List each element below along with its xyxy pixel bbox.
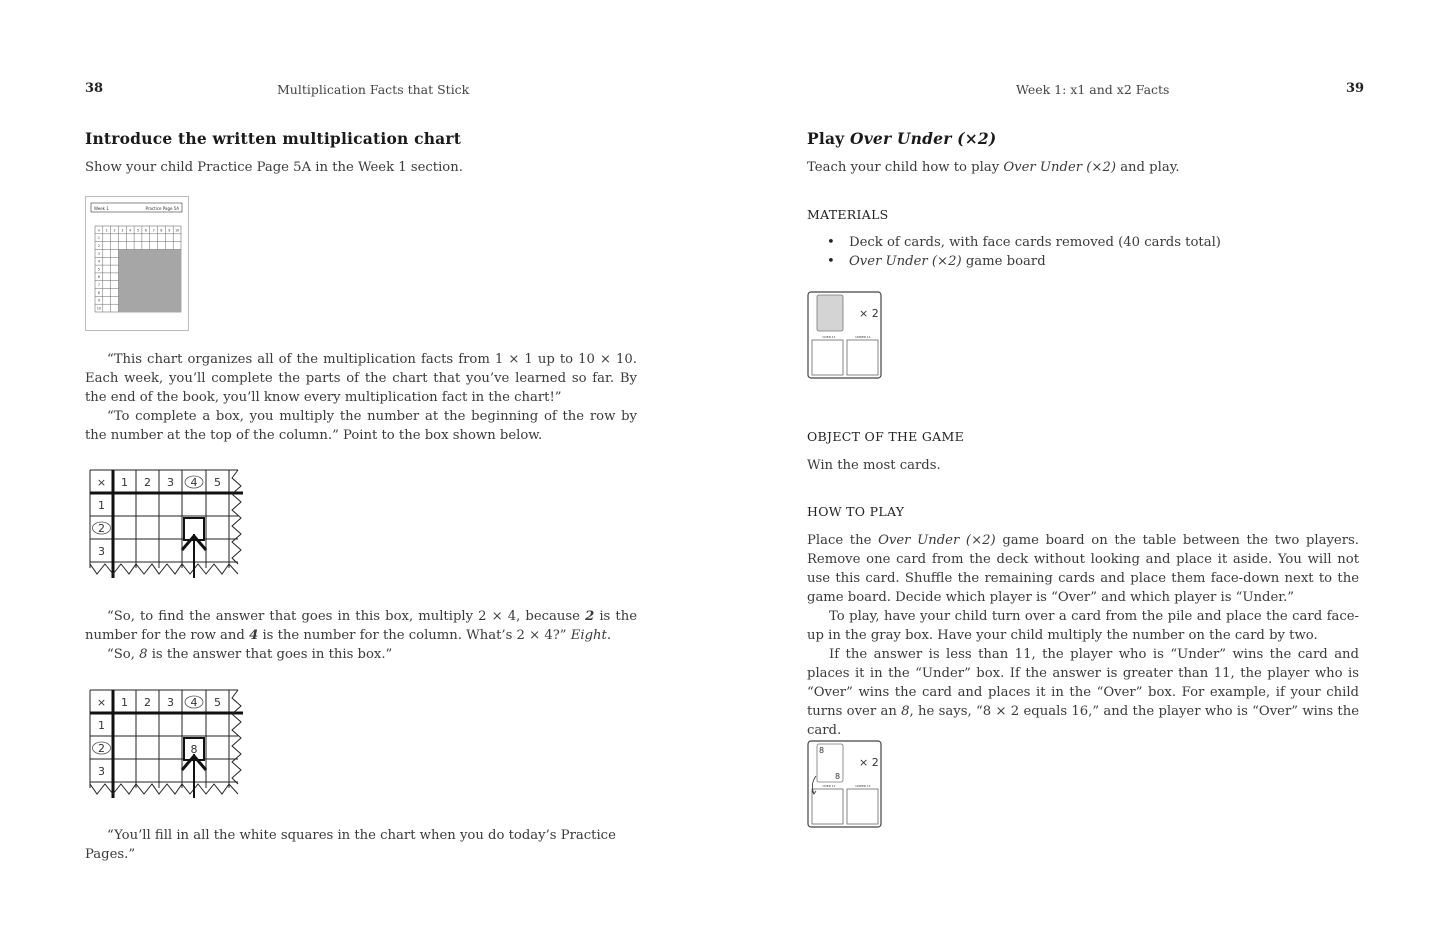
svg-text:1: 1 (121, 476, 128, 489)
how-to-play-setup: Place the Over Under (×2) game board on the table between the two players. Remove one card from the deck without looking and place it aside. You will not use this card. Shuffle the remaining cards and place them face-down next to the game board. Decide which player is “Over” and which player is “Under.” (807, 533, 1359, 605)
object-label: OBJECT OF THE GAME (807, 429, 965, 444)
svg-text:1: 1 (121, 696, 128, 709)
svg-text:8: 8 (819, 746, 825, 755)
how-to-play-turn: To play, have your child turn over a card from the pile and place the card face-up in the gray box. Have your child multiply the number on the card by two. (807, 609, 1359, 643)
svg-text:×: × (97, 228, 101, 233)
practice-page-thumbnail (85, 196, 190, 336)
svg-text:UNDER 11: UNDER 11 (855, 335, 871, 339)
running-head: Week 1: x1 and x2 Facts (1016, 82, 1170, 97)
left-page (0, 0, 722, 934)
materials-item: • Deck of cards, with face cards removed (40 cards total) (807, 233, 1367, 252)
paragraph-complete-box: “To complete a box, you multiply the number at the beginning of the row by the number at the top of the column.” Point to the box shown below. (85, 409, 637, 443)
grid-answer: 8 (190, 743, 198, 756)
svg-text:×: × (96, 476, 107, 489)
svg-text:5: 5 (214, 476, 221, 489)
svg-text:8: 8 (97, 290, 100, 295)
svg-text:Practice Page 5A: Practice Page 5A (145, 206, 179, 211)
svg-text:1: 1 (98, 499, 105, 512)
svg-text:6: 6 (97, 275, 100, 280)
svg-text:1: 1 (105, 228, 108, 233)
svg-text:OVER 11: OVER 11 (822, 335, 836, 339)
svg-text:2: 2 (98, 742, 105, 755)
svg-text:10: 10 (175, 228, 180, 233)
right-page (722, 0, 1445, 934)
svg-text:2: 2 (144, 696, 151, 709)
game-board-diagram (807, 291, 883, 385)
paragraph-answer: “So, 8 is the answer that goes in this box.” (107, 647, 393, 662)
svg-text:3: 3 (97, 251, 100, 256)
svg-text:4: 4 (190, 696, 198, 709)
paragraph-chart-intro: “This chart organizes all of the multiplication facts from 1 × 1 up to 10 × 10. Each week, you’ll complete the parts of the chart that you’ve learned so far. By the end of the book, you’ll know every multiplication fact in the chart!” (85, 352, 637, 405)
object-text: Win the most cards. (807, 458, 941, 473)
svg-text:7: 7 (97, 283, 100, 287)
svg-text:3: 3 (98, 765, 105, 778)
intro-text: Show your child Practice Page 5A in the Week 1 section. (85, 160, 463, 175)
svg-text:7: 7 (152, 228, 155, 233)
svg-text:5: 5 (214, 696, 221, 709)
game-board-example (807, 740, 883, 834)
svg-text:5: 5 (97, 267, 100, 272)
svg-text:4: 4 (97, 259, 100, 264)
svg-text:8: 8 (835, 772, 841, 781)
svg-text:× 2: × 2 (859, 756, 879, 769)
materials-item: • Over Under (×2) game board (807, 252, 1367, 271)
paragraph-find-answer: “So, to find the answer that goes in this box, multiply 2 × 4, because 2 is the number for the row and 4 is the number for the column. What’s 2 × 4?” Eight. (85, 609, 637, 643)
page-number: 39 (1346, 81, 1365, 96)
svg-text:2: 2 (144, 476, 151, 489)
materials-label: MATERIALS (807, 207, 889, 222)
svg-text:3: 3 (167, 476, 174, 489)
running-head: Multiplication Facts that Stick (277, 82, 470, 97)
svg-text:3: 3 (98, 545, 105, 558)
svg-text:2: 2 (113, 228, 116, 233)
svg-text:2: 2 (97, 243, 100, 248)
svg-text:6: 6 (144, 228, 147, 233)
thumb-header-left: Week 1 (94, 206, 109, 211)
how-to-play-label: HOW TO PLAY (807, 504, 905, 519)
svg-text:1: 1 (97, 236, 100, 241)
svg-text:UNDER 11: UNDER 11 (855, 784, 871, 788)
svg-text:3: 3 (121, 228, 124, 233)
section-heading: Introduce the written multiplication chart (85, 129, 462, 148)
svg-text:8: 8 (160, 228, 163, 233)
svg-text:5: 5 (136, 228, 140, 233)
svg-text:4: 4 (129, 228, 132, 233)
materials-list (807, 233, 1367, 271)
svg-text:10: 10 (96, 306, 101, 311)
how-to-play-scoring: If the answer is less than 11, the player who is “Under” wins the card and places it in the “Under” box. If the answer is greater than 11, the player who is “Over” wins the card and places it in the “Over” box. For example, if your child turns over an 8, he says, “8 × 2 equals 16,” and the player who is “Over” wins the card. (807, 647, 1359, 738)
paragraph-fill-squares: “You’ll fill in all the white squares in the chart when you do today’s Practice Pages.” (85, 828, 616, 862)
page-number: 38 (85, 81, 104, 96)
svg-text:9: 9 (168, 228, 171, 233)
svg-text:×: × (96, 696, 107, 709)
svg-text:3: 3 (167, 696, 174, 709)
multiplier-label: × 2 (859, 307, 879, 320)
svg-text:1: 1 (98, 719, 105, 732)
svg-text:OVER 11: OVER 11 (822, 784, 836, 788)
intro-text: Teach your child how to play Over Under (×2) and play. (807, 160, 1180, 175)
svg-text:4: 4 (190, 476, 198, 489)
section-heading: Play Over Under (×2) (807, 129, 997, 148)
svg-text:2: 2 (98, 522, 105, 535)
multiplication-grid-filled (88, 688, 248, 804)
svg-text:9: 9 (97, 298, 100, 303)
multiplication-grid-empty (88, 468, 248, 584)
